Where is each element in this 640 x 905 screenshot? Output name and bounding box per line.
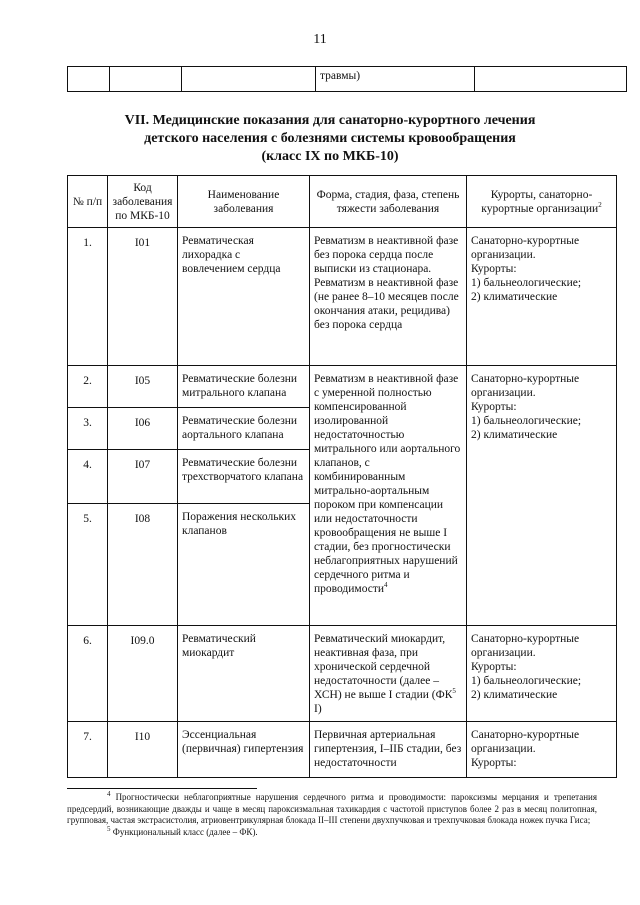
section-title-line1: VII. Медицинские показания для санаторно-курортного лечения [124,113,536,128]
resort-line: Курорты: [471,401,517,413]
row-resort [467,722,617,778]
footnote-5-sup: 5 [107,824,111,833]
header-row [68,176,617,228]
footnote-5 [67,824,597,839]
page-number: 11 [313,32,327,47]
empty-cell [110,67,182,92]
continued-cell: травмы) [316,67,475,92]
resort-line: 2) климатические [471,429,558,441]
table-row [68,366,617,408]
row-num: 4. [68,450,108,504]
row-name: Эссенциальная (первичная) гипертензия [178,722,310,778]
group-resort [467,366,617,626]
group-form-sup: 4 [384,581,388,590]
row-name: Ревматические болезни митрального клапана [178,366,310,408]
resort-line: Курорты: [471,263,517,275]
resort-line: 1) бальнеологические; [471,675,582,687]
header-code: Код заболевания по МКБ-10 [108,176,178,228]
header-resort-sup: 2 [598,200,602,209]
row-name: Ревматические болезни аортального клапана [178,408,310,450]
resort-line: Курорты: [471,757,517,769]
row-form: Первичная артериальная гипертензия, I–IIБ стадии, без недостаточности [310,722,467,778]
row-num: 3. [68,408,108,450]
row-code: I08 [108,504,178,626]
resort-line: 1) бальнеологические; [471,415,582,427]
resort-line: Санаторно-курортные организации. [471,373,580,399]
indications-table [67,175,617,778]
resort-line: 2) климатические [471,291,558,303]
group-form-text: Ревматизм в неактивной фазе с умеренной полностью компенсированной изолированной недостаточностью митрального или аортального клапанов, с комбинированным митрально-аортальным пороком при компенсации или недостаточности кровообращения не выше I стадии, без прогностически неблагоприятных нарушений сердечного ритма и проводимости [314,373,461,595]
row-form [310,626,467,722]
table-row [68,626,617,722]
header-resort [467,176,617,228]
row-code: I07 [108,450,178,504]
row-code: I06 [108,408,178,450]
header-form: Форма, стадия, фаза, степень тяжести заболевания [310,176,467,228]
resort-line: Санаторно-курортные организации. [471,235,580,261]
row-name: Поражения нескольких клапанов [178,504,310,626]
row-code: I01 [108,228,178,366]
row-name: Ревматический миокардит [178,626,310,722]
resort-line: Курорты: [471,661,517,673]
row-num: 7. [68,722,108,778]
empty-cell [475,67,627,92]
row-form-text: Ревматический миокардит, неактивная фаза, при хронической сердечной недостаточности (далее – ХСН) не выше I стадии (ФК [314,633,453,701]
row-num: 6. [68,626,108,722]
footnotes [67,792,597,838]
row-num: 5. [68,504,108,626]
footnote-divider [67,788,257,789]
resort-line: Санаторно-курортные организации. [471,633,580,659]
header-name: Наименование заболевания [178,176,310,228]
table-row [68,722,617,778]
row-num: 1. [68,228,108,366]
footnote-4-sup: 4 [107,790,111,798]
continued-table-row [67,66,627,92]
section-title-line2: детского населения с болезнями системы кровообращения [144,131,516,146]
footnote-5-text: Функциональный класс (далее – ФК). [110,826,258,837]
group-form [310,366,467,626]
table-row [68,228,617,366]
footnote-4-text: Прогностически неблагоприятные нарушения сердечного ритма и проводимости: пароксизмы мерцания и трепетания предсердий, возникающие дважды и чаще в месяц пароксизмальная тахикардия с частотой приступов более 2 раз в месяц политопная, групповая, частая экстрасистолия, атриовентрикулярная блокада II–III степени двухпучковая и трехпучковая блокада ножек пучка Гиса; [67,792,597,825]
resort-line: 2) климатические [471,689,558,701]
header-num: № п/п [68,176,108,228]
section-title-line3: (класс IX по МКБ-10) [261,149,399,164]
row-num: 2. [68,366,108,408]
row-form-sup: 5 [452,687,456,696]
empty-cell [182,67,316,92]
row-resort [467,228,617,366]
header-resort-text: Курорты, санаторно-курортные организации [481,188,599,215]
row-form-end: I) [314,703,322,715]
resort-line: Санаторно-курортные организации. [471,729,580,755]
row-name: Ревматические болезни трехстворчатого клапана [178,450,310,504]
section-title [60,112,600,166]
row-code: I10 [108,722,178,778]
resort-line: 1) бальнеологические; [471,277,582,289]
row-name: Ревматическая лихорадка с вовлечением сердца [178,228,310,366]
row-form: Ревматизм в неактивной фазе без порока сердца после выписки из стационара. Ревматизм в неактивной фазе (не ранее 8–10 месяцев после окончания атаки, рецидива) без порока сердца [310,228,467,366]
footnote-4 [67,792,597,827]
row-resort [467,626,617,722]
row-code: I05 [108,366,178,408]
row-code: I09.0 [108,626,178,722]
empty-cell [68,67,110,92]
